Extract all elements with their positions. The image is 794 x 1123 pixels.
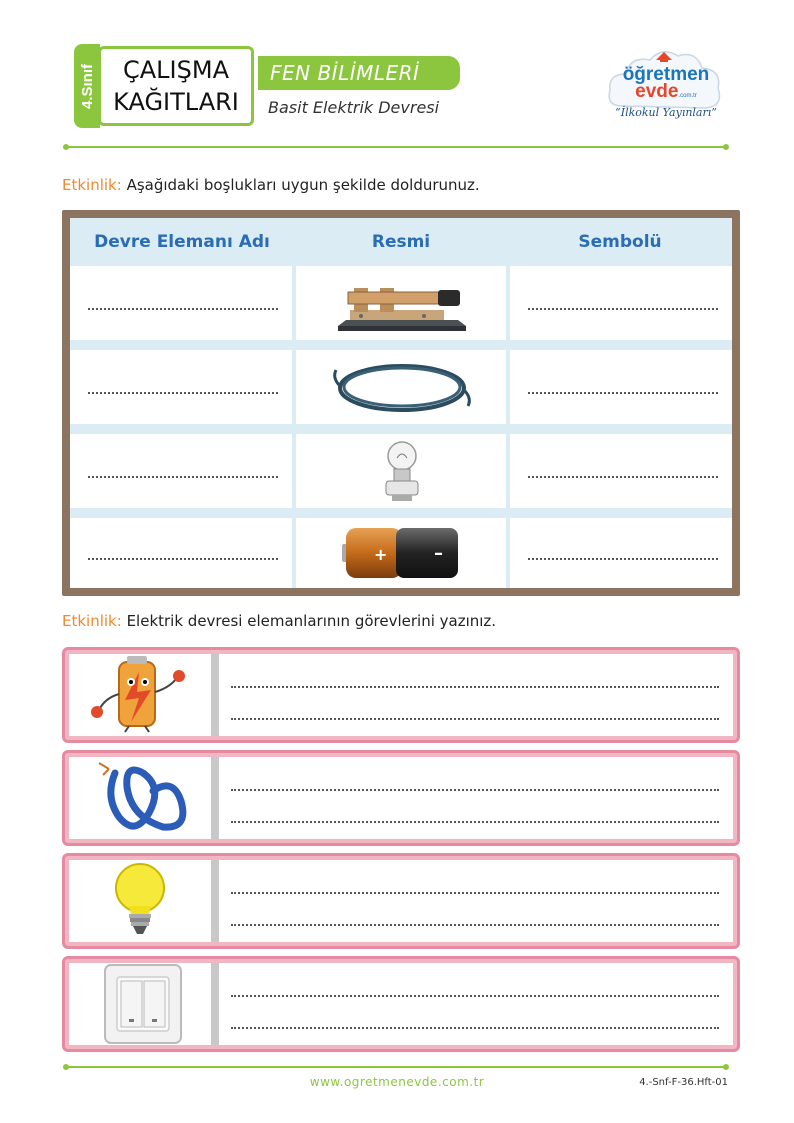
table-row-1-picture-cell <box>296 266 506 340</box>
table-row-4-name-cell[interactable] <box>70 518 292 588</box>
subject-badge: FEN BİLİMLERİ <box>258 56 460 90</box>
duty-divider <box>211 757 219 839</box>
table-row-4-symbol-cell[interactable] <box>510 518 732 588</box>
table-row-1-name-cell[interactable] <box>70 266 292 340</box>
answer-line[interactable] <box>88 392 278 394</box>
activity1-label: Etkinlik: <box>62 176 122 194</box>
grade-tab <box>74 44 100 128</box>
activity2-text: Elektrik devresi elemanlarının görevlerini yazınız. <box>121 612 497 630</box>
table-row-2-name-cell[interactable] <box>70 350 292 424</box>
worksheet-code: 4.-Snf-F-36.Hft-01 <box>639 1077 728 1088</box>
yellow-bulb-icon <box>69 860 211 942</box>
duty-row-2-picture <box>69 757 211 839</box>
duty-row-1-answer-area[interactable] <box>219 654 733 736</box>
table-row-4-picture-cell <box>296 518 506 588</box>
table-row-1-symbol-cell[interactable] <box>510 266 732 340</box>
light-bulb-icon <box>380 438 424 506</box>
wall-switch-icon <box>69 963 211 1045</box>
publisher-logo <box>604 46 724 130</box>
logo-domain: .com.tr <box>678 93 697 99</box>
answer-line[interactable] <box>231 789 719 791</box>
topic-title: Basit Elektrik Devresi <box>268 98 440 117</box>
answer-line[interactable] <box>231 892 719 894</box>
duty-row-4-picture <box>69 963 211 1045</box>
activity1-text: Aşağıdaki boşlukları uygun şekilde doldurunuz. <box>121 176 480 194</box>
table-row-3-picture-cell <box>296 434 506 508</box>
duty-row-4-answer-area[interactable] <box>219 963 733 1045</box>
footer-divider <box>66 1066 726 1068</box>
title-line-1: ÇALIŞMA <box>123 56 229 84</box>
header-divider <box>66 146 726 148</box>
answer-line[interactable] <box>528 476 718 478</box>
answer-line[interactable] <box>231 821 719 823</box>
table-row-3-name-cell[interactable] <box>70 434 292 508</box>
answer-line[interactable] <box>88 308 278 310</box>
battery-icon <box>340 524 462 582</box>
answer-line[interactable] <box>528 558 718 560</box>
duty-divider <box>211 654 219 736</box>
answer-line[interactable] <box>231 995 719 997</box>
header-symbol: Sembolü <box>578 232 662 252</box>
header-picture: Resmi <box>371 232 431 252</box>
duty-row-1-picture <box>69 654 211 736</box>
svg-text:–: – <box>434 543 443 564</box>
activity2-instruction <box>62 612 496 630</box>
duty-divider <box>211 860 219 942</box>
header-element-name: Devre Elemanı Adı <box>94 232 270 252</box>
table-row-2-symbol-cell[interactable] <box>510 350 732 424</box>
circuit-elements-table <box>62 210 740 596</box>
duty-row-1 <box>62 647 740 743</box>
duty-row-3 <box>62 853 740 949</box>
answer-line[interactable] <box>528 308 718 310</box>
answer-line[interactable] <box>231 924 719 926</box>
answer-line[interactable] <box>88 476 278 478</box>
blue-cable-icon <box>69 757 211 839</box>
duty-row-3-picture <box>69 860 211 942</box>
logo-tagline: “İlkokul Yayınları” <box>615 106 717 119</box>
logo-brand-part2: evde <box>635 81 679 102</box>
battery-character-icon <box>69 654 211 736</box>
knife-switch-icon <box>334 276 470 332</box>
title-line-2: KAĞITLARI <box>113 88 239 116</box>
duty-row-2-answer-area[interactable] <box>219 757 733 839</box>
logo-brand-part1: öğretmen <box>622 64 710 85</box>
table-row-3-symbol-cell[interactable] <box>510 434 732 508</box>
wire-coil-icon <box>330 356 474 418</box>
answer-line[interactable] <box>88 558 278 560</box>
duty-row-4 <box>62 956 740 1052</box>
svg-text:+: + <box>374 545 388 564</box>
grade-label: 4.Sınıf <box>78 63 96 109</box>
duty-row-3-answer-area[interactable] <box>219 860 733 942</box>
answer-line[interactable] <box>528 392 718 394</box>
answer-line[interactable] <box>231 1027 719 1029</box>
table-body <box>70 218 732 588</box>
activity2-label: Etkinlik: <box>62 612 122 630</box>
worksheet-title <box>98 46 254 126</box>
answer-line[interactable] <box>231 718 719 720</box>
footer-website[interactable]: www.ogretmenevde.com.tr <box>309 1075 485 1089</box>
duty-row-2 <box>62 750 740 846</box>
activity1-instruction <box>62 176 480 194</box>
duty-divider <box>211 963 219 1045</box>
logo-brand <box>614 66 718 105</box>
table-row-2-picture-cell <box>296 350 506 424</box>
answer-line[interactable] <box>231 686 719 688</box>
